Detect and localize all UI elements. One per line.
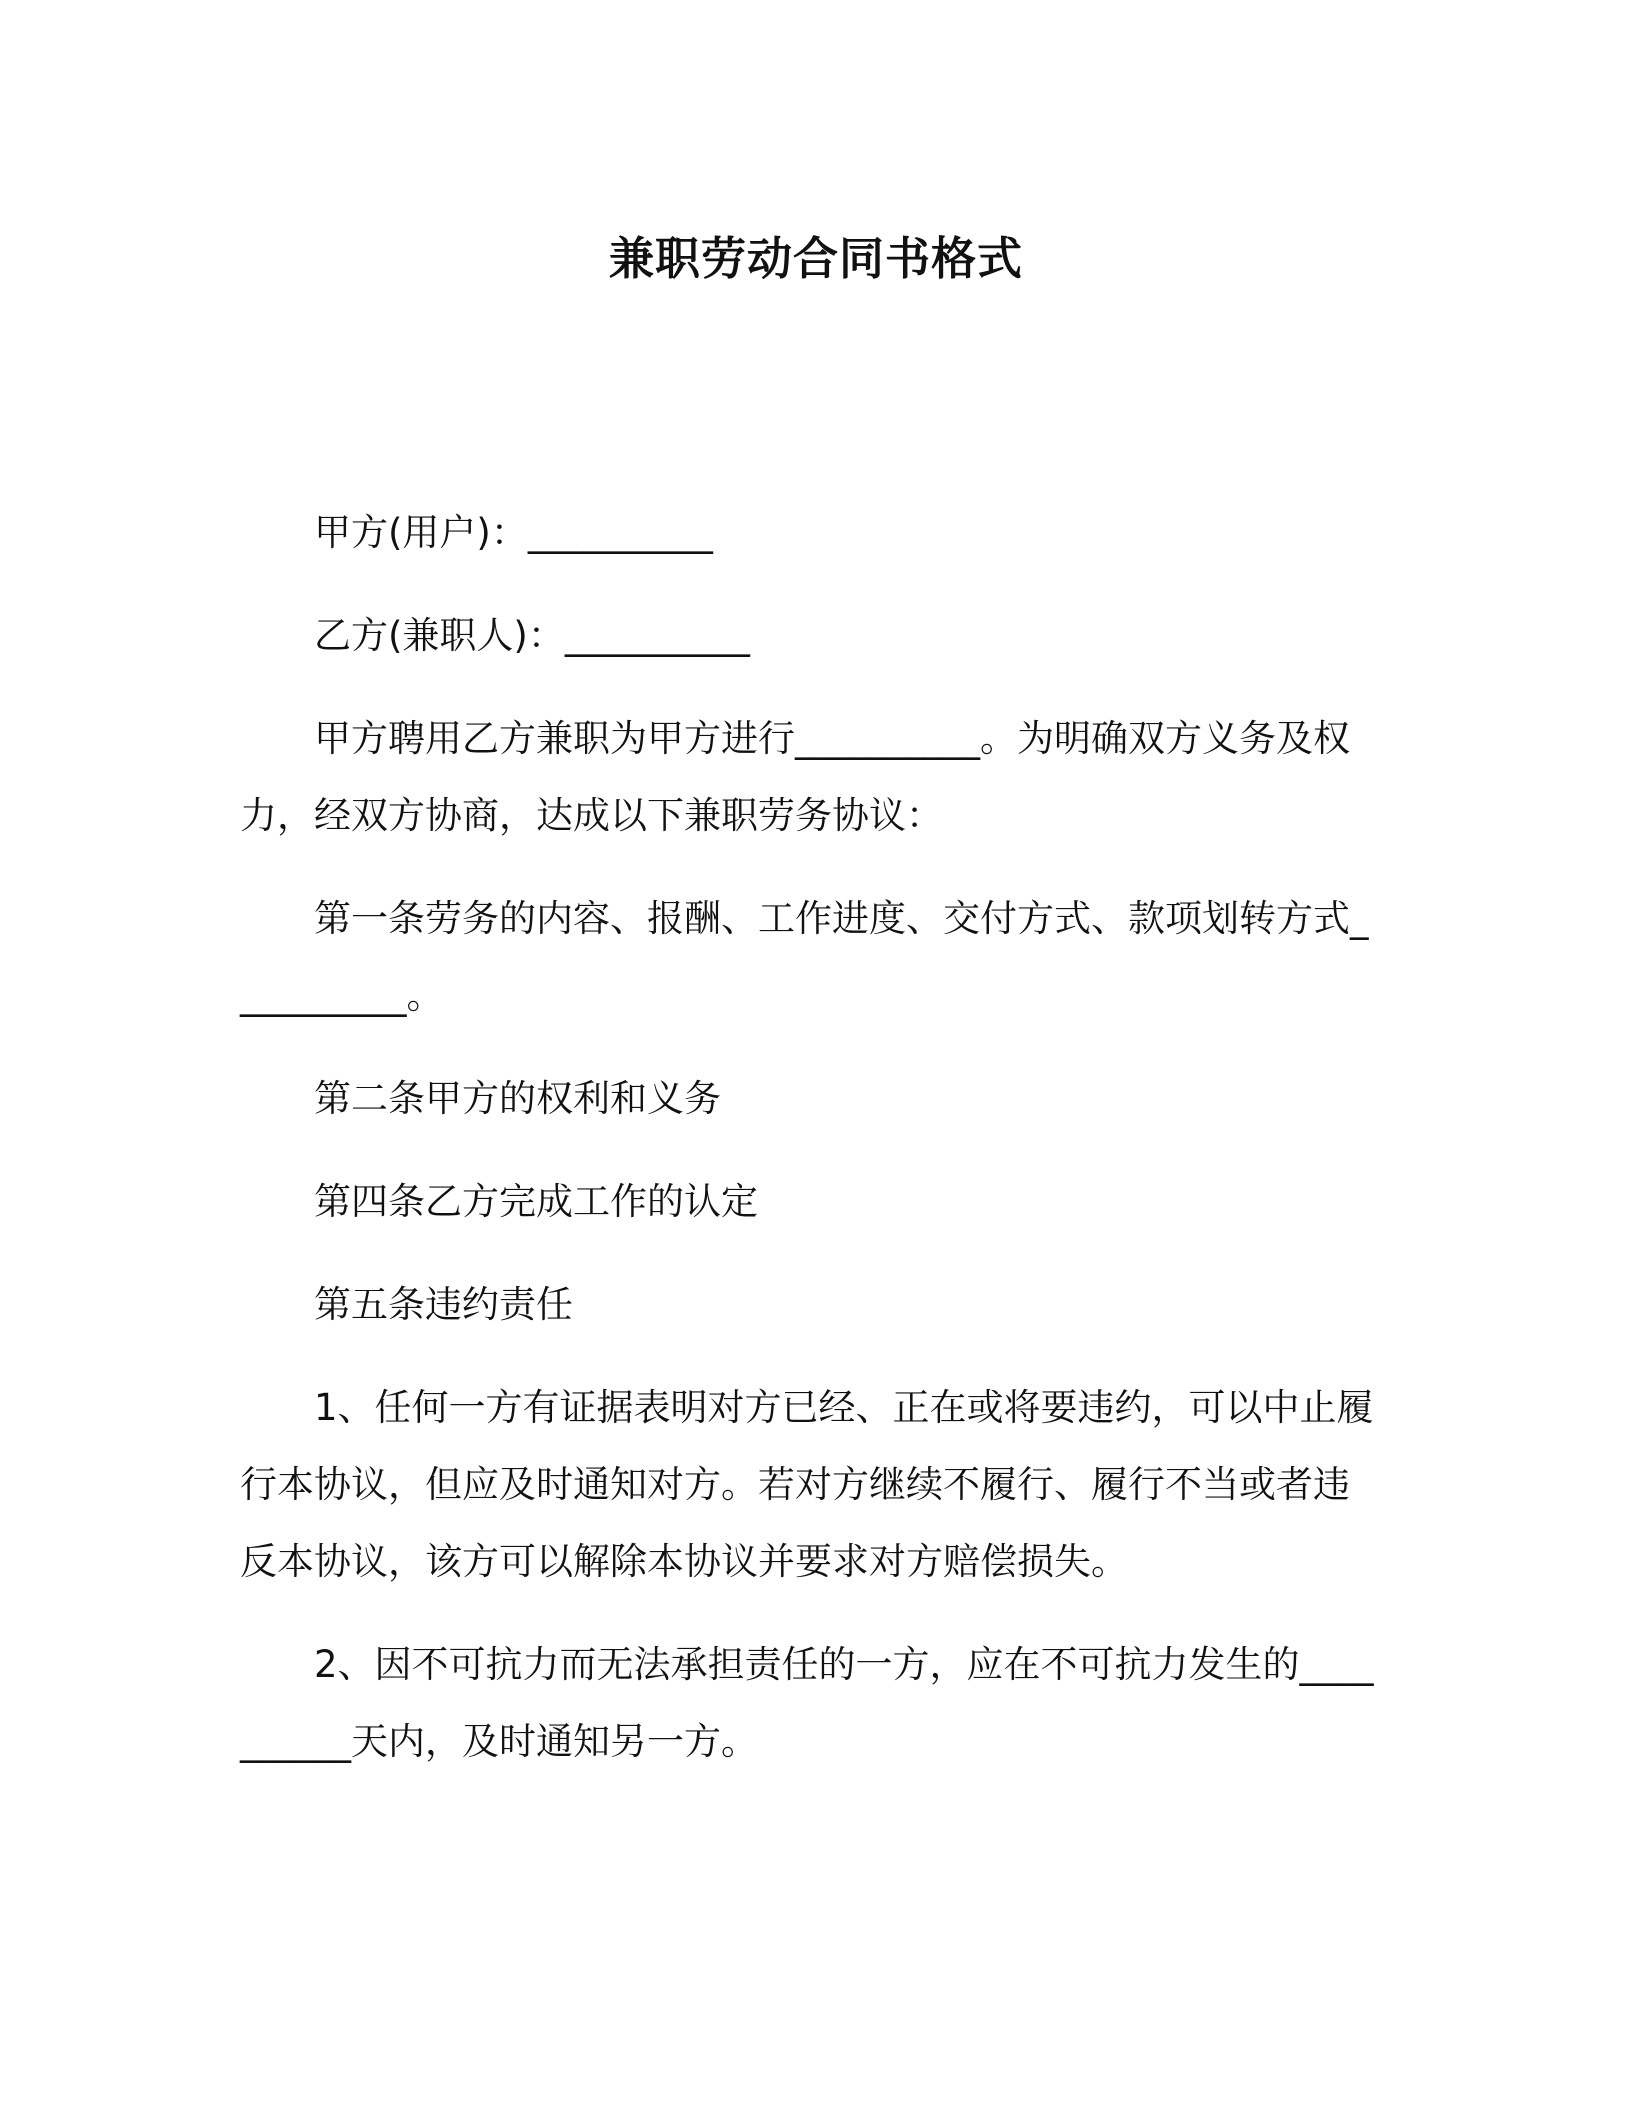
article-2-heading: 第二条甲方的权利和义务	[314, 1077, 721, 1120]
party-a-line: 甲方(用户)：__________	[314, 511, 713, 554]
document-title: 兼职劳动合同书格式	[608, 232, 1023, 285]
article-1: 第一条劳务的内容、报酬、工作进度、交付方式、款项划转方式__________。	[240, 897, 1369, 1017]
party-b-line: 乙方(兼职人)：__________	[314, 614, 750, 657]
document-body	[240, 494, 1380, 1806]
article-5-clause-2: 2、因不可抗力而无法承担责任的一方，应在不可抗力发生的__________天内，及时通知另一方。	[240, 1643, 1374, 1763]
article-4-heading: 第四条乙方完成工作的认定	[314, 1180, 758, 1223]
article-5-heading: 第五条违约责任	[314, 1283, 573, 1326]
intro-paragraph: 甲方聘用乙方兼职为甲方进行__________。为明确双方义务及权力，经双方协商，达成以下兼职劳务协议：	[240, 717, 1350, 837]
article-5-clause-1: 1、任何一方有证据表明对方已经、正在或将要违约，可以中止履行本协议，但应及时通知对方。若对方继续不履行、履行不当或者违反本协议，该方可以解除本协议并要求对方赔偿损失。	[240, 1386, 1374, 1583]
